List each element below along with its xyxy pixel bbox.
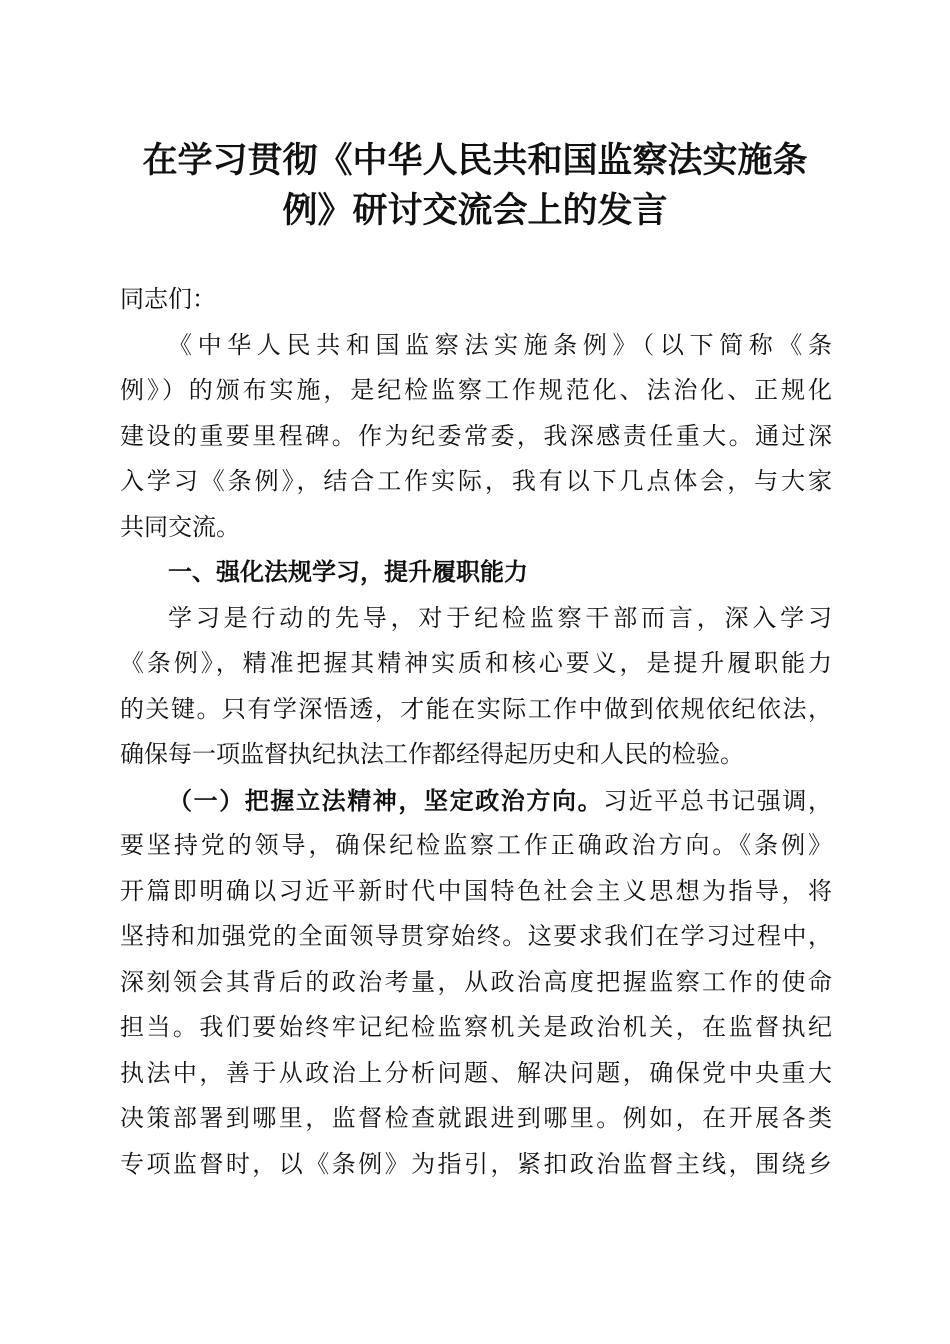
document-title	[100, 136, 850, 236]
intro-line: 建设的重要里程碑。作为纪委常委，我深感责任重大。通过深	[120, 421, 832, 450]
intro-line: 入学习《条例》，结合工作实际，我有以下几点体会，与大家	[120, 467, 832, 495]
intro-line: 例》）的颁布实施，是纪检监察工作规范化、法治化、正规化	[120, 376, 832, 404]
section-heading: 一、强化法规学习，提升履职能力	[168, 558, 528, 586]
subsection-line: 执法中，善于从政治上分析问题、解决问题，确保党中央重大	[120, 1058, 832, 1087]
subsection-line: 坚持和加强党的全面领导贯穿始终。这要求我们在学习过程中，	[120, 922, 832, 950]
title-line-2: 例》研讨交流会上的发言	[282, 190, 668, 231]
section-line: 确保每一项监督执纪执法工作都经得起历史和人民的检验。	[120, 740, 744, 768]
title-line-1: 在学习贯彻《中华人民共和国监察法实施条	[142, 140, 808, 181]
section-line: 《条例》，精准把握其精神实质和核心要义，是提升履职能力	[120, 649, 832, 677]
subsection-line: 决策部署到哪里，监督检查就跟进到哪里。例如，在开展各类	[120, 1104, 832, 1132]
subsection-line: 要坚持党的领导，确保纪检监察工作正确政治方向。《条例》	[120, 831, 832, 859]
subsection-line: 担当。我们要始终牢记纪检监察机关是政治机关，在监督执纪	[120, 1013, 832, 1041]
section-line: 学习是行动的先导，对于纪检监察干部而言，深入学习	[168, 603, 832, 632]
subsection-heading: （一）把握立法精神，坚定政治方向。	[168, 785, 604, 815]
document-body	[120, 277, 832, 1187]
subsection-line: 开篇即明确以习近平新时代中国特色社会主义思想为指导，将	[120, 876, 832, 905]
subsection-first-text: 习近平总书记强调，	[603, 786, 833, 815]
section-line: 的关键。只有学深悟透，才能在实际工作中做到依规依纪依法，	[120, 694, 832, 723]
intro-line: 共同交流。	[120, 512, 240, 541]
subsection-first-line	[120, 778, 832, 824]
subsection-line: 深刻领会其背后的政治考量，从政治高度把握监察工作的使命	[120, 967, 832, 996]
subsection-line: 专项监督时，以《条例》为指引，紧扣政治监督主线，围绕乡	[120, 1149, 832, 1178]
salutation: 同志们：	[120, 285, 216, 313]
intro-line: 《中华人民共和国监察法实施条例》（以下简称《条	[168, 330, 832, 359]
